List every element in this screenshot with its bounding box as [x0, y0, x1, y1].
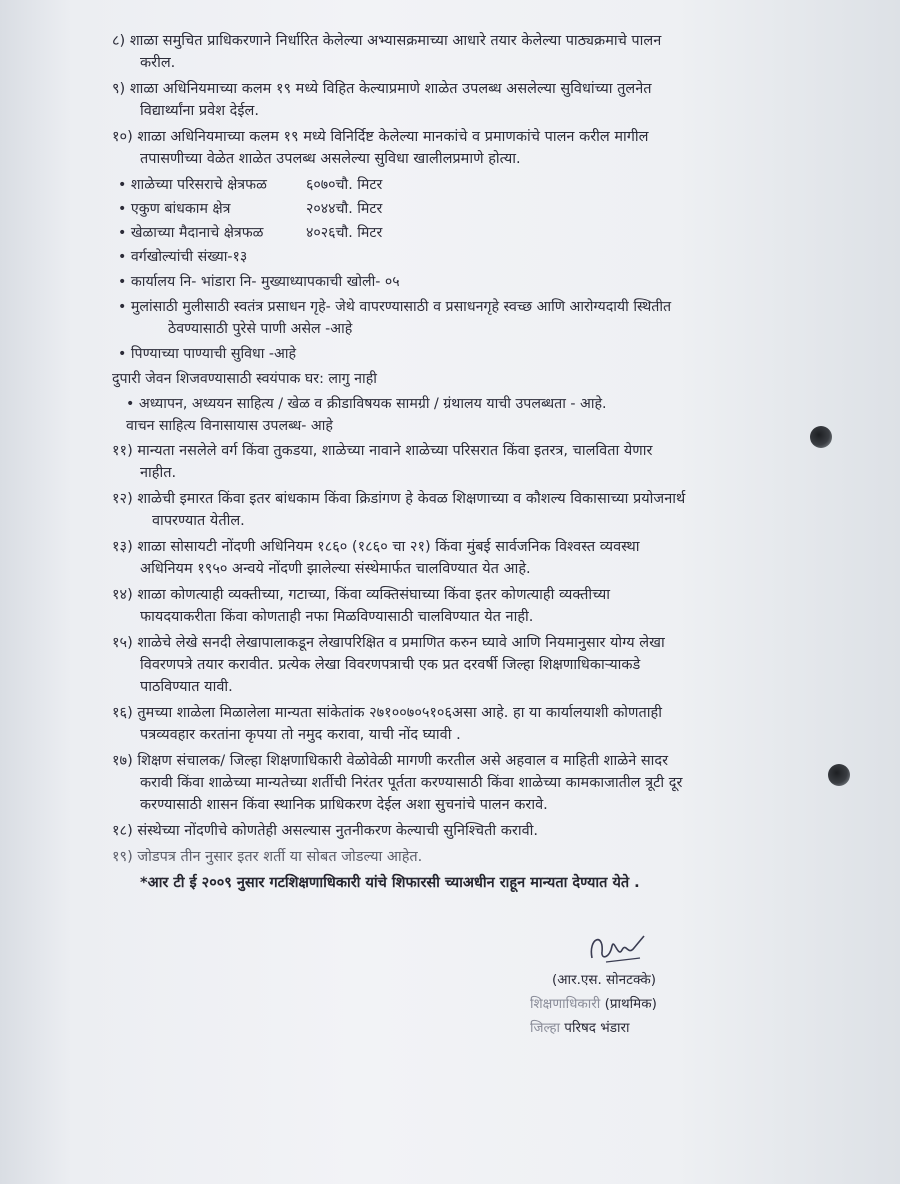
- bullet-water: • पिण्याच्या पाण्याची सुविधा -आहे: [118, 346, 297, 362]
- clause-text-cont: पाठविण्यात यावी.: [140, 679, 233, 695]
- clause-13: [112, 536, 872, 580]
- signatory-designation: [530, 992, 760, 1016]
- area-value: ६०७०चौ. मिटर: [306, 177, 383, 193]
- clause-number: १८): [112, 823, 133, 839]
- clause-text-cont: करावी किंवा शाळेच्या मान्यतेच्या शर्तीची निरंतर पूर्तता करण्यासाठी किंवा शाळेच्या कामकाजातील त्रूटी दूर: [140, 775, 683, 791]
- clause-text: शाळा सोसायटी नोंदणी अधिनियम १८६० (१८६० चा २१) किंवा मुंबई सार्वजनिक विश्वस्त व्यवस्था: [137, 539, 640, 555]
- clause-18: [112, 820, 872, 842]
- clause-text-cont: वापरण्यात येतील.: [152, 513, 245, 529]
- designation-suffix: (प्राथमिक): [604, 996, 657, 1012]
- bullet-text-cont: वाचन साहित्य विनासायास उपलब्ध- आहे: [126, 418, 333, 434]
- area-label: • खेळाच्या मैदानाचे क्षेत्रफळ: [118, 225, 264, 241]
- kitchen-line: दुपारी जेवन शिजवण्यासाठी स्वयंपाक घर: लागु नाही: [112, 371, 377, 387]
- signatory-office: [530, 1016, 760, 1040]
- clause-number: १४): [112, 587, 133, 603]
- document-body: [112, 30, 872, 894]
- clause-12: [112, 488, 872, 532]
- clause-text-cont: विवरणपत्रे तयार करावीत. प्रत्येक लेखा विवरणपत्राची एक प्रत दरवर्षी जिल्हा शिक्षणाधिकाऱ्याकडे: [140, 657, 641, 673]
- bullet-text: • मुलांसाठी मुलीसाठी स्वतंत्र प्रसाधन गृहे- जेथे वापरण्यासाठी व प्रसाधनगृहे स्वच्छ आणि आरोग्यदायी स्थितीत: [118, 299, 672, 315]
- clause-number: १२): [112, 491, 133, 507]
- bullet-text: • अध्यापन, अध्ययन साहित्य / खेळ व क्रीडाविषयक सामग्री / ग्रंथालय याची उपलब्धता - आहे.: [126, 396, 607, 412]
- clause-text: शिक्षण संचालक/ जिल्हा शिक्षणाधिकारी वेळोवेळी मागणी करतील असे अहवाल व माहिती शाळेने सादर: [137, 753, 669, 769]
- clause-text-cont: पत्रव्यवहार करतांना कृपया तो नमुद करावा, याची नोंद घ्यावी .: [140, 727, 461, 743]
- clause-number: १३): [112, 539, 133, 555]
- clause-number: ९): [112, 81, 126, 97]
- office-faint: जिल्हा: [530, 1020, 560, 1036]
- clause-text-cont: तपासणीच्या वेळेत शाळेत उपलब्ध असलेल्या सुविधा खालीलप्रमाणे होत्या.: [140, 151, 521, 167]
- clause-number: ८): [112, 33, 126, 49]
- clause-9: [112, 78, 872, 122]
- area-row: [118, 222, 872, 244]
- clause-text-cont: अधिनियम १९५० अन्वये नोंदणी झालेल्या संस्थेमार्फत चालविण्यात येत आहे.: [140, 561, 531, 577]
- clause-number: १९): [112, 849, 133, 865]
- clause-text: जोडपत्र तीन नुसार इतर शर्ती या सोबत जोडल्या आहेत.: [137, 849, 423, 865]
- area-label: • शाळेच्या परिसराचे क्षेत्रफळ: [118, 177, 267, 193]
- clause-14: [112, 584, 872, 628]
- signature-block: [530, 930, 760, 1040]
- signatory-name: (आर.एस. सोनटक्के): [552, 972, 656, 988]
- area-value: २०४४चौ. मिटर: [306, 201, 383, 217]
- clause-text: शाळेचे लेखे सनदी लेखापालाकडून लेखापरिक्षित व प्रमाणित करुन घ्यावे आणि नियमानुसार योग्य लेखा: [137, 635, 665, 651]
- clause-11: [112, 440, 872, 484]
- clause-text-cont: फायदयाकरीता किंवा कोणताही नफा मिळविण्यासाठी चालविण्यात येत नाही.: [140, 609, 534, 625]
- clause-16: [112, 702, 872, 746]
- clause-text-cont: करील.: [140, 55, 176, 71]
- office-suffix: परिषद भंडारा: [564, 1020, 630, 1036]
- clause-text: शाळा समुचित प्राधिकरणाने निर्धारित केलेल्या अभ्यासक्रमाच्या आधारे तयार केलेल्या पाठ्यक्रमाचे पालन: [129, 33, 662, 49]
- clause-text-cont: नाहीत.: [140, 465, 177, 481]
- clause-8: [112, 30, 872, 74]
- clause-text: शाळेची इमारत किंवा इतर बांधकाम किंवा क्रिडांगण हे केवळ शिक्षणाच्या व कौशल्य विकासाच्या प्रयोजनार्थ: [137, 491, 686, 507]
- clause-10: [112, 126, 872, 170]
- bullet-office: • कार्यालय नि- भांडारा नि- मुख्याध्यापकाची खोली- ०५: [118, 274, 400, 290]
- bullet-text-cont: ठेवण्यासाठी पुरेसे पाणी असेल -आहे: [168, 321, 353, 337]
- bullet-material: [126, 393, 872, 437]
- clause-15: [112, 632, 872, 698]
- clause-text: मान्यता नसलेले वर्ग किंवा तुकडया, शाळेच्या नावाने शाळेच्या परिसरात किंवा इतरत्र, चालविता येणार: [137, 443, 653, 459]
- clause-number: १६): [112, 705, 133, 721]
- clause-19: [112, 846, 872, 868]
- clause-text: शाळा अधिनियमाच्या कलम १९ मध्ये विनिर्दिष्ट केलेल्या मानकांचे व प्रमाणकांचे पालन करील मागील: [137, 129, 649, 145]
- clause-text-cont: करण्यासाठी शासन किंवा स्थानिक प्राधिकरण देईल अशा सुचनांचे पालन करावे.: [140, 797, 548, 813]
- designation-faint: शिक्षणाधिकारी: [530, 996, 601, 1012]
- approval-note: *आर टी ई २००९ नुसार गटशिक्षणाधिकारी यांचे शिफारसी च्याअधीन राहून मान्यता देण्यात येते .: [140, 875, 640, 891]
- clause-number: १७): [112, 753, 133, 769]
- clause-number: १५): [112, 635, 133, 651]
- clause-text: तुमच्या शाळेला मिळालेला मान्यता सांकेतांक २७१००७०५१०६असा आहे. हा या कार्यालयाशी कोणताही: [137, 705, 662, 721]
- bullet-toilets: [118, 296, 872, 340]
- clause-number: ११): [112, 443, 133, 459]
- clause-text-cont: विद्यार्थ्यांना प्रवेश देईल.: [140, 103, 259, 119]
- area-label: • एकुण बांधकाम क्षेत्र: [118, 201, 231, 217]
- clause-text: शाळा कोणत्याही व्यक्तीच्या, गटाच्या, किंवा व्यक्तिसंघाच्या किंवा इतर कोणत्याही व्यक्तीच्या: [137, 587, 611, 603]
- clause-17: [112, 750, 872, 816]
- area-row: [118, 198, 872, 220]
- area-row: [118, 174, 872, 196]
- bullet-classrooms: • वर्गखोल्यांची संख्या-१३: [118, 249, 248, 265]
- clause-number: १०): [112, 129, 133, 145]
- clause-text: शाळा अधिनियमाच्या कलम १९ मध्ये विहित केल्याप्रमाणे शाळेत उपलब्ध असलेल्या सुविधांच्या तुलनेत: [129, 81, 652, 97]
- area-value: ४०२६चौ. मिटर: [306, 225, 383, 241]
- clause-text: संस्थेच्या नोंदणीचे कोणतेही असल्यास नुतनीकरण केल्याची सुनिश्चिती करावी.: [137, 823, 539, 839]
